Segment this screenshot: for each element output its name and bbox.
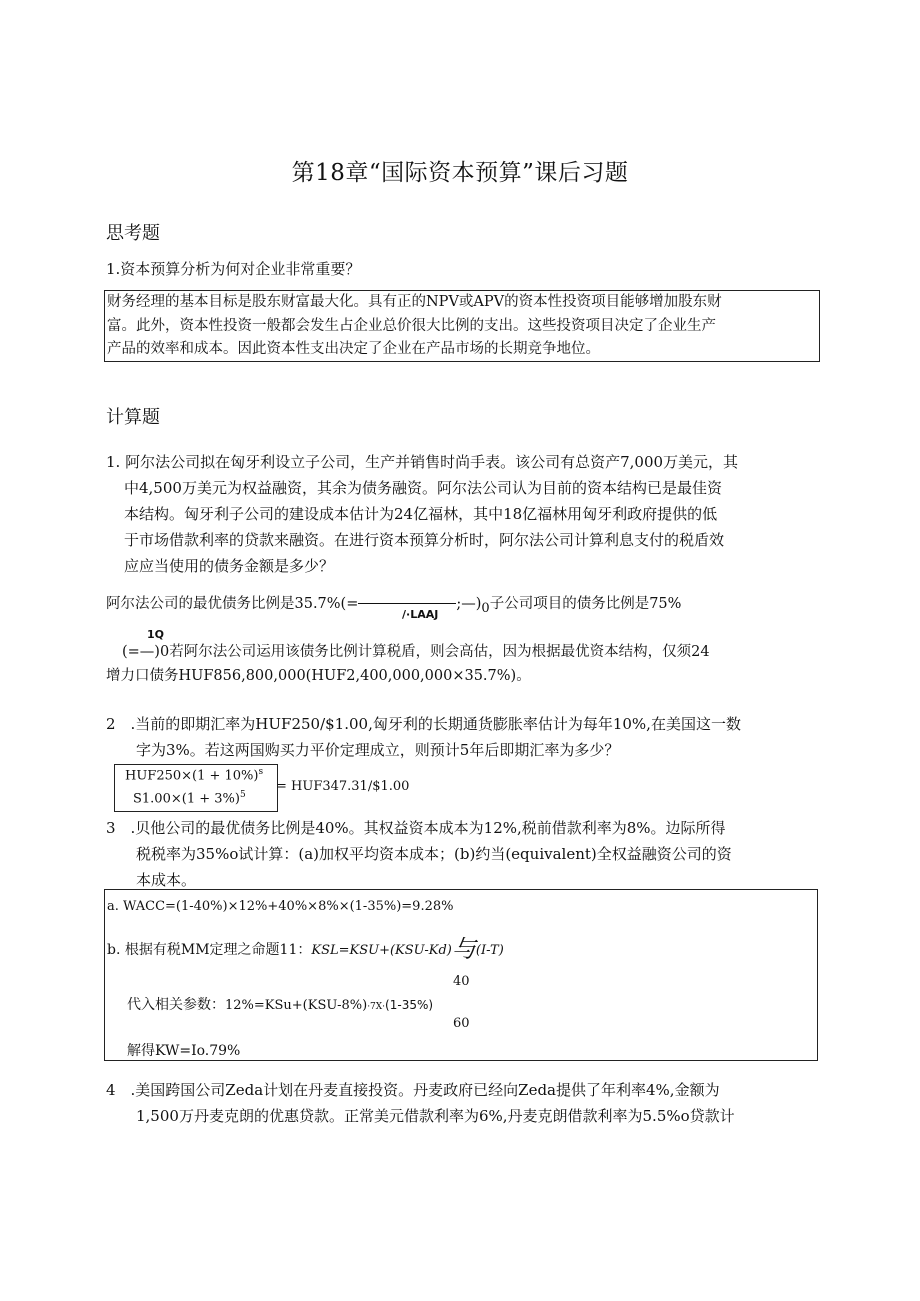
fraction-denominator: /·LAAJ	[402, 608, 439, 621]
wacc-answer: a. WACC=(1-40%)×12%+40%×8%×(1-35%)=9.28%	[107, 899, 454, 914]
answer-box-1	[104, 290, 820, 362]
answer-line: 财务经理的基本目标是股东财富最大化。具有正的NPV或APV的资本性投资项目能够增加股东财	[107, 294, 722, 310]
ppp-result: = HUF347.31/$1.00	[276, 779, 410, 794]
section-heading-thinking: 思考题	[106, 223, 160, 244]
fraction-numerator: 40	[453, 974, 470, 989]
answer-line: 产品的效率和成本。因此资本性支出决定了企业在产品市场的长期竞争地位。	[107, 341, 600, 357]
problem-line: 3 .贝他公司的最优债务比例是40%。其权益资本成本为12%,税前借款利率为8%。边际所得	[106, 819, 726, 837]
problem-4	[106, 1077, 826, 1129]
question-1: 1.资本预算分析为何对企业非常重要？	[106, 260, 361, 278]
fraction-numerator: $HUF250\times(1 + 10\%)^s$	[125, 767, 264, 784]
problem-2	[106, 711, 826, 763]
problem-line: 中4,500万美元为权益融资，其余为债务融资。阿尔法公司认为目前的资本结构已是最佳资	[124, 479, 722, 497]
answer-text: 阿尔法公司的最优债务比例是35.7%(=	[106, 596, 359, 612]
mm-proposition: b. 根据有税MM定理之命题11：KSL=KSU+(KSU-Kd)与(I-T)	[107, 935, 504, 963]
problem-1	[106, 449, 826, 579]
answer-line: 富。此外，资本性投资一般都会发生占企业总价很大比例的支出。这些投资项目决定了企业生产	[107, 317, 716, 334]
problem-line: 本结构。匈牙利子公司的建设成本估计为24亿福林，其中18亿福林用匈牙利政府提供的低	[124, 505, 718, 523]
substitution: 代入相关参数：12%=KSu+(KSU-8%)·7X·(1-35%)	[127, 997, 434, 1013]
problem-line: 1,500万丹麦克朗的优惠贷款。正常美元借款利率为6%,丹麦克朗借款利率为5.5%o贷款计	[106, 1107, 735, 1125]
subscript: 0	[481, 601, 490, 616]
answer-text: ;—)	[456, 596, 482, 612]
section-heading-calculation: 计算题	[106, 407, 160, 428]
answer-text: 子公司项目的债务比例是75%	[489, 596, 682, 612]
fraction-denominator: $S1.00\times(1 + 3\%)^5$	[133, 790, 246, 807]
problem-line: 税税率为35%o试计算：(a)加权平均资本成本；(b)约当(equivalent)全权益融资公司的资	[106, 845, 732, 863]
page-title: 第18章“国际资本预算”课后习题	[291, 160, 629, 186]
problem-3	[106, 815, 826, 893]
problem-line: 2 .当前的即期汇率为HUF250/$1.00,匈牙利的长期通货膨胀率估计为每年10%,在美国这一数	[106, 715, 741, 733]
answer-box-3	[104, 889, 818, 1061]
answer-1-line-1	[106, 592, 681, 616]
problem-line: 1. 阿尔法公司拟在匈牙利设立子公司，生产并销售时尚手表。该公司有总资产7,000万美元，其	[106, 453, 739, 471]
fraction-denominator: 60	[453, 1016, 470, 1031]
fraction-numerator: 1Q	[147, 628, 165, 641]
problem-line: 字为3%。若这两国购买力平价定理成立，则预计5年后即期汇率为多少？	[106, 741, 620, 759]
fraction-bar	[358, 603, 456, 604]
answer-1-line-3: 增力口债务HUF856,800,000(HUF2,400,000,000×35.7%)。	[106, 668, 531, 684]
ppp-fraction-box	[114, 764, 278, 812]
problem-line: 应应当使用的债务金额是多少？	[124, 557, 335, 575]
fraction-bar	[121, 787, 271, 788]
problem-line: 本成本。	[106, 871, 197, 889]
problem-line: 于市场借款利率的贷款来融资。在进行资本预算分析时，阿尔法公司计算利息支付的税盾效	[124, 531, 725, 549]
answer-1-line-2: (=—)0若阿尔法公司运用该债务比例计算税盾，则会高估，因为根据最优资本结构，仅须24	[122, 644, 710, 660]
solution: 解得KW=Io.79%	[127, 1043, 241, 1059]
problem-line: 4 .美国跨国公司Zeda计划在丹麦直接投资。丹麦政府已经向Zeda提供了年利率4%,金额为	[106, 1081, 720, 1099]
